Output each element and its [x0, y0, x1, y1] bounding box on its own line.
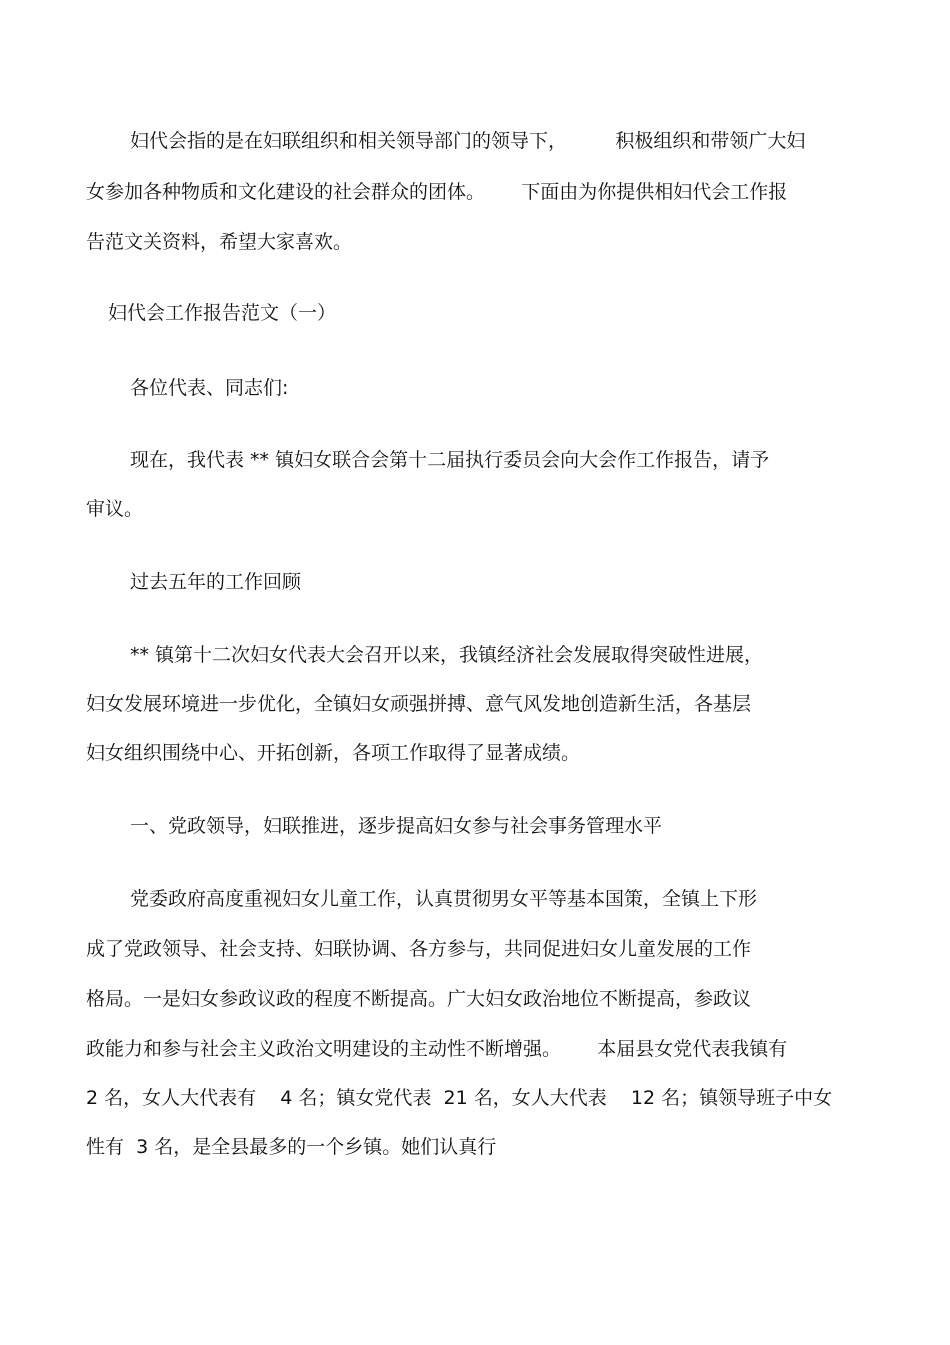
subheading-1: 一、党政领导，妇联推进，逐步提高妇女参与社会事务管理水平 — [130, 815, 663, 837]
greeting: 各位代表、同志们: — [130, 377, 289, 399]
paragraph-1-line-1: 党委政府高度重视妇女儿童工作，认真贯彻男女平等基本国策，全镇上下形 — [130, 888, 758, 910]
paragraph-1-line-3: 格局。一是妇女参政议政的程度不断提高。广大妇女政治地位不断提高，参政议 — [86, 988, 752, 1010]
paragraph-1-line-6: 性有 3 名，是全县最多的一个乡镇。她们认真行 — [86, 1136, 497, 1158]
opening-line-2: 审议。 — [86, 498, 144, 520]
report-title: 妇代会工作报告范文（一） — [108, 302, 337, 324]
intro-line-3: 告范文关资料，希望大家喜欢。 — [86, 231, 353, 253]
review-line-2: 妇女发展环境进一步优化，全镇妇女顽强拼搏、意气风发地创造新生活，各基层 — [86, 693, 752, 715]
review-line-1: ** 镇第十二次妇女代表大会召开以来，我镇经济社会发展取得突破性进展， — [130, 644, 764, 666]
intro-line-1: 妇代会指的是在妇联组织和相关领导部门的领导下， 积极组织和带领广大妇 — [130, 130, 806, 152]
section-heading: 过去五年的工作回顾 — [130, 571, 302, 593]
review-line-3: 妇女组织围绕中心、开拓创新，各项工作取得了显著成绩。 — [86, 742, 581, 764]
paragraph-1-line-4: 政能力和参与社会主义政治文明建设的主动性不断增强。 本届县女党代表我镇有 — [86, 1038, 788, 1060]
paragraph-1-line-2: 成了党政领导、社会支持、妇联协调、各方参与，共同促进妇女儿童发展的工作 — [86, 938, 752, 960]
opening-line-1: 现在，我代表 ** 镇妇女联合会第十二届执行委员会向大会作工作报告，请予 — [130, 449, 770, 471]
intro-line-2: 女参加各种物质和文化建设的社会群众的团体。 下面由为你提供相妇代会工作报 — [86, 181, 788, 203]
paragraph-1-line-5: 2 名，女人大代表有 4 名；镇女党代表 21 名，女人大代表 12 名；镇领导班子中女 — [86, 1087, 833, 1109]
